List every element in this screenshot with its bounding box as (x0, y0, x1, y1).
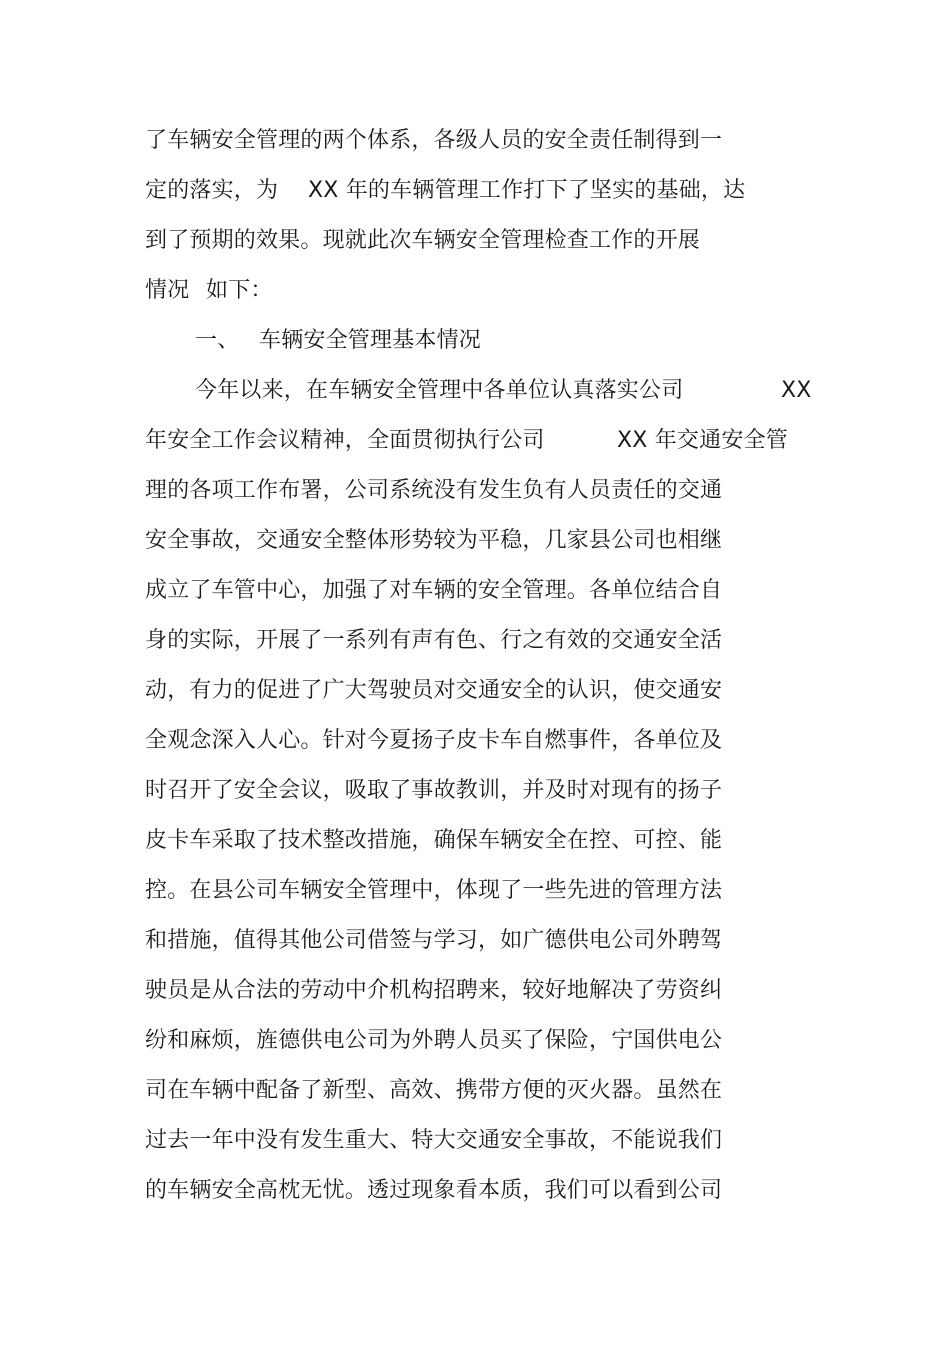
text-line: 司在车辆中配备了新型、高效、携带方便的灭火器。虽然在 (145, 1078, 723, 1103)
text-line: 安全事故，交通安全整体形势较为平稳，几家县公司也相继 (145, 528, 723, 553)
text-line: 和措施，值得其他公司借签与学习，如广德供电公司外聘驾 (145, 928, 723, 953)
text-line: 成立了车管中心，加强了对车辆的安全管理。各单位结合自 (145, 578, 723, 603)
text-line: 过去一年中没有发生重大、特大交通安全事故，不能说我们 (145, 1128, 723, 1153)
text-line: 驶员是从合法的劳动中介机构招聘来，较好地解决了劳资纠 (145, 978, 723, 1003)
text-line: 到了预期的效果。现就此次车辆安全管理检查工作的开展 (145, 228, 701, 253)
text-line: 理的各项工作布署，公司系统没有发生负有人员责任的交通 (145, 478, 723, 503)
text-line: 时召开了安全会议，吸取了事故教训，并及时对现有的扬子 (145, 778, 723, 803)
document-page: 了车辆安全管理的两个体系，各级人员的安全责任制得到一 定的落实，为 XX 年的车辆管理工作打下了坚实的基础，达 到了预期的效果。现就此次车辆安全管理检查工作的开展 情况 如下： 一、 车辆安全管理基本情况 今年以来，在车辆安全管理中各单位认真落实公司 XX 年安全工作会议精神，全面贯彻执行公司 XX 年交通安全管 理的各项工作布署，公司系统没有发生负有人员责任的交通 安全事故，交通安全整体形势较为平稳，几家县公司也相继 成立了车管中心，加强了对车辆的安全管理。各单位结合自 身的实际，开展了一系列有声有色、行之有效的交通安全活 动，有力的促进了广大驾驶员对交通安全的认识，使交通安 全观念深入人心。针对今夏扬子皮卡车自燃事件，各单位及 时召开了安全会议，吸取了事故教训，并及时对现有的扬子 皮卡车采取了技术整改措施，确保车辆安全在控、可控、能 控。在县公司车辆安全管理中，体现了一些先进的管理方法 和措施，值得其他公司借签与学习，如广德供电公司外聘驾 驶员是从合法的劳动中介机构招聘来，较好地解决了劳资纠 纷和麻烦，旌德供电公司为外聘人员买了保险，宁国供电公 司在车辆中配备了新型、高效、携带方便的灭火器。虽然在 过去一年中没有发生重大、特大交通安全事故，不能说我们 的车辆安全高枕无忧。透过现象看本质，我们可以看到公司 (0, 0, 950, 1345)
text-line: 的车辆安全高枕无忧。透过现象看本质，我们可以看到公司 (145, 1178, 723, 1203)
text-line: 纷和麻烦，旌德供电公司为外聘人员买了保险，宁国供电公 (145, 1028, 723, 1053)
text-line: 身的实际，开展了一系列有声有色、行之有效的交通安全活 (145, 628, 723, 653)
text-line: 动，有力的促进了广大驾驶员对交通安全的认识，使交通安 (145, 678, 723, 703)
text-line: 控。在县公司车辆安全管理中，体现了一些先进的管理方法 (145, 878, 723, 903)
text-line: 皮卡车采取了技术整改措施，确保车辆安全在控、可控、能 (145, 828, 723, 853)
text-line: 全观念深入人心。针对今夏扬子皮卡车自燃事件，各单位及 (145, 728, 723, 753)
text-line: 了车辆安全管理的两个体系，各级人员的安全责任制得到一 (145, 128, 723, 153)
